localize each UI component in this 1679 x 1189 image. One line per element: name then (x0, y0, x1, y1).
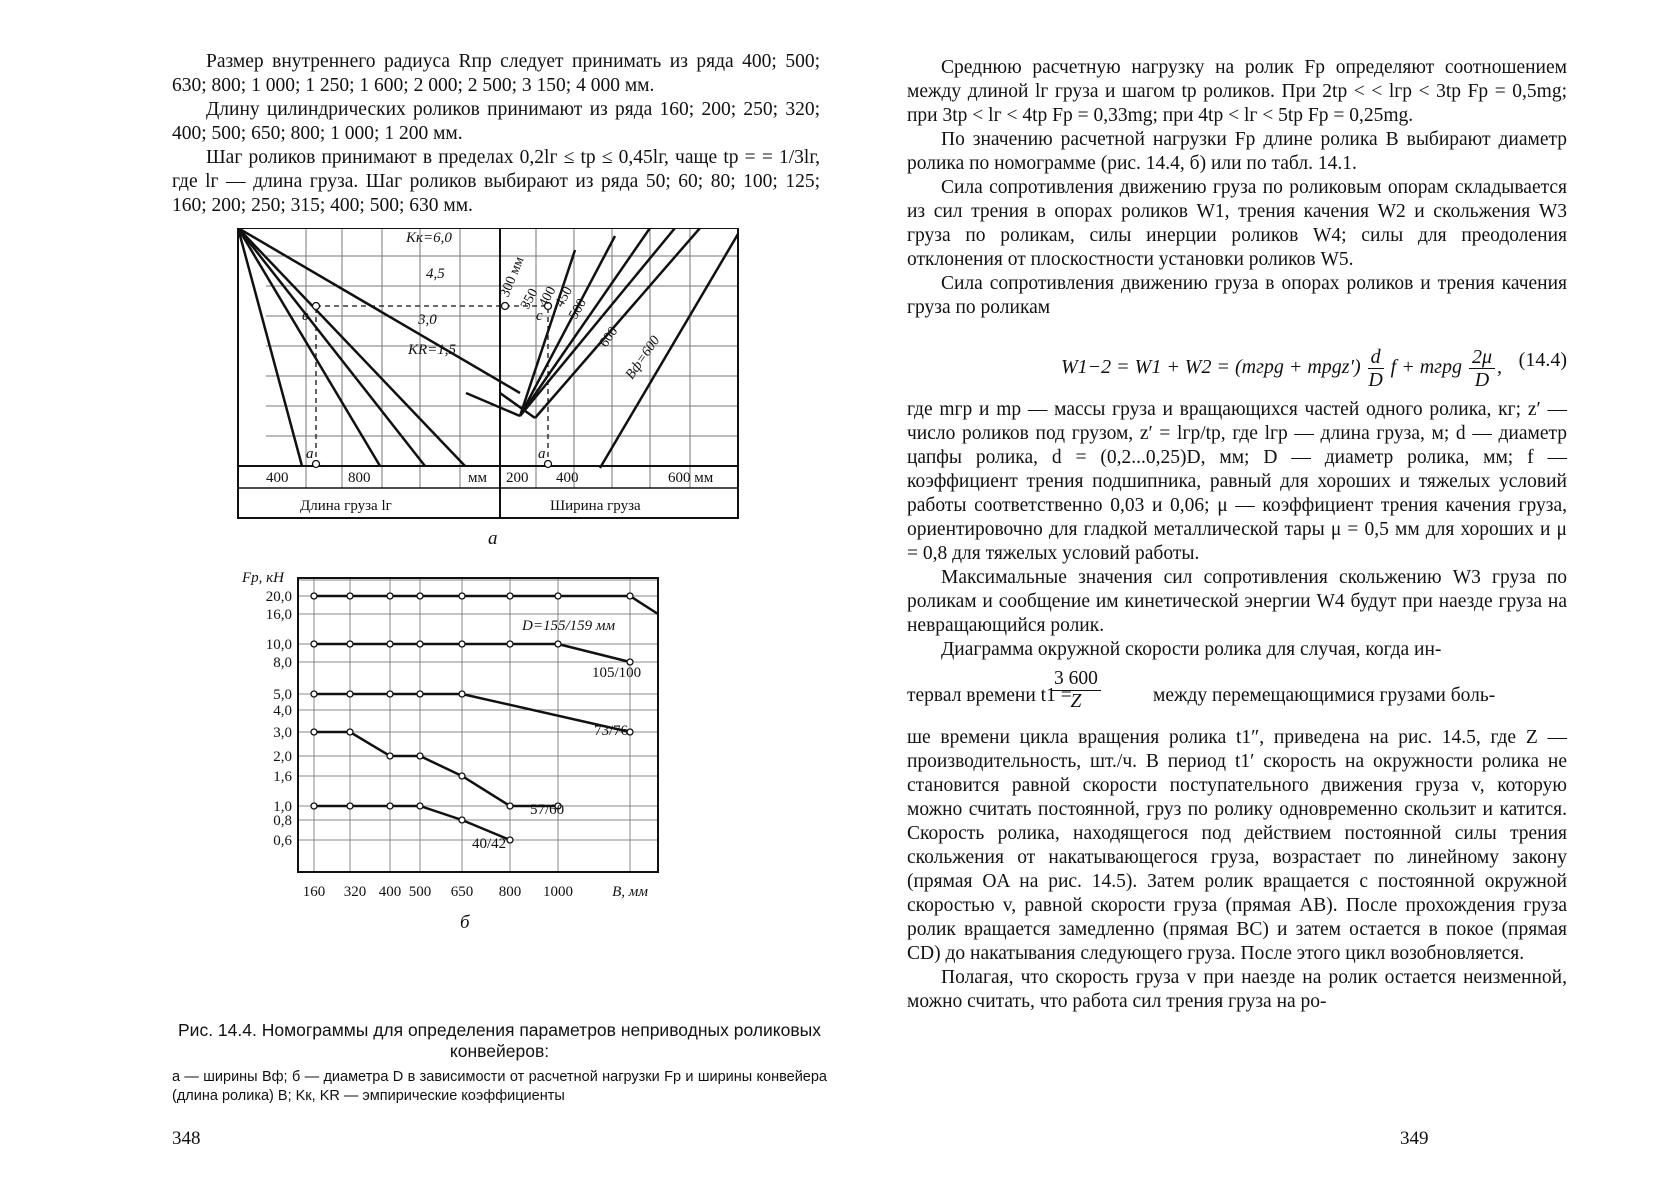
data-point (417, 593, 423, 599)
y-tick-label: 20,0 (265, 589, 292, 605)
series-line (314, 732, 558, 806)
data-point (459, 691, 465, 697)
k-label: Kк=6,0 (406, 230, 452, 246)
figure-letter-a: а (488, 528, 498, 549)
width-label: Bф=600 (622, 333, 664, 383)
width-label: 450 (552, 284, 576, 310)
x-tick-label: 500 (408, 884, 432, 900)
paragraph: Размер внутреннего радиуса Rпр следует принимать из ряда 400; 500; 630; 800; 1 000; 1 250; 1 600; 2 000; 2 500; 3 150; 4 000 мм. (172, 51, 820, 96)
series-label: D=155/159 мм (522, 618, 616, 634)
caption-title: Рис. 14.4. Номограммы для определения параметров неприводных роликовых конвейеров: (178, 1020, 821, 1061)
frac-num: 2μ (1469, 346, 1495, 369)
data-point (417, 803, 423, 809)
data-point (347, 641, 353, 647)
x-tick-label: 160 (302, 884, 326, 900)
interval-rest: между перемещающимися грузами боль- (1153, 685, 1496, 706)
frac-den: D (1474, 369, 1490, 391)
series-line (314, 596, 658, 614)
y-tick-label: 0,6 (273, 833, 292, 849)
y-tick-label: 16,0 (265, 607, 292, 623)
y-tick-label: 3,0 (273, 725, 292, 741)
page-number-right: 349 (1400, 1128, 1429, 1149)
data-point (387, 691, 393, 697)
x-tick: мм (468, 470, 487, 486)
data-point (387, 593, 393, 599)
paragraph: Полагая, что скорость груза v при наезде на ролик остается неизменной, можно считать, что работа сил трения груза на ро- (907, 967, 1567, 1012)
formula-fraction (1469, 346, 1495, 391)
y-axis-label: Fр, кН (242, 570, 285, 586)
series-label: 105/100 (592, 665, 642, 681)
data-point (311, 593, 317, 599)
series-label: 73/76 (594, 723, 629, 739)
formula-14-4 (907, 332, 1567, 390)
data-point (311, 641, 317, 647)
x-tick-label: 1000 (543, 884, 573, 900)
width-label: 300 мм (497, 254, 528, 300)
width-lines (466, 228, 738, 468)
data-point (311, 803, 317, 809)
construction-lines (316, 306, 548, 466)
k-label: 3,0 (418, 312, 437, 328)
y-tick-label: 8,0 (273, 655, 292, 671)
data-point (347, 691, 353, 697)
data-point (417, 691, 423, 697)
interval-label: тервал времени t1 = (907, 685, 1072, 706)
data-point (555, 641, 561, 647)
data-point (311, 729, 317, 735)
data-point (459, 773, 465, 779)
data-point (387, 753, 393, 759)
point-label: с (536, 308, 543, 324)
axis-label: Длина груза lг (300, 498, 392, 514)
figure-letter-b: б (460, 912, 470, 933)
data-point (417, 753, 423, 759)
paragraph: Максимальные значения сил сопротивления скольжению W3 груза по роликам и сообщение им кинетической энергии W4 будут при наезде груза на невращающийся ролик. (907, 567, 1567, 636)
figure-caption (172, 1020, 827, 1106)
x-tick: 400 (556, 470, 579, 486)
series-line (314, 644, 630, 662)
formula-number: (14.4) (1518, 349, 1567, 371)
data-point (417, 641, 423, 647)
caption-note: а — ширины Bф; б — диаметра D в зависимости от расчетной нагрузки Fр и ширины конвейера (длина ролика) B; Kк, KR — эмпирические коэффициенты (172, 1069, 827, 1104)
frac-num: 3 600 (1051, 668, 1101, 691)
data-point (507, 837, 513, 843)
data-point (507, 641, 513, 647)
nomogram-a (230, 228, 750, 568)
y-tick-label: 5,0 (273, 687, 292, 703)
width-label: 350 (518, 286, 542, 312)
page-number-left: 348 (172, 1128, 201, 1149)
paragraph: Среднюю расчетную нагрузку на ролик Fр определяют соотношением между длиной lг груза и шагом tр роликов. При 2tр < < lгр < 3tр Fр = 0,5mg; при 3tр < lг < 4tр Fр = 0,33mg; при 4tр < lг < 5tр Fр = 0,25mg. (907, 57, 1567, 126)
paragraph: По значению расчетной нагрузки Fр длине ролика B выбирают диаметр ролика по номограмме (рис. 14.4, б) или по табл. 14.1. (907, 129, 1567, 174)
paragraph: Сила сопротивления движению груза по роликовым опорам складывается из сил трения в опорах роликов W1, трения качения W2 и скольжения W3 груза по роликам, силы инерции роликов W4; силы для преодоления отклонения от плоскостности установки роликов W5. (907, 177, 1567, 270)
data-point (555, 593, 561, 599)
k-label: 4,5 (426, 266, 445, 282)
data-point (459, 593, 465, 599)
data-point (387, 641, 393, 647)
formula-fraction (1368, 346, 1384, 391)
x-tick-label: 400 (378, 884, 402, 900)
k-label: KR=1,5 (408, 342, 457, 358)
y-tick-label: 2,0 (273, 749, 292, 765)
paragraph: где mгр и mр — массы груза и вращающихся частей одного ролика, кг; z′ — число роликов под грузом, z′ = lгр/tр, где lгр — длина груза, м; d — диаметр цапфы ролика, d = (0,2...0,25)D, мм; D — диаметр ролика, мм; f — коэффициент трения подшипника, равный для хороших и тяжелых условий работы соответственно 0,03 и 0,06; μ — коэффициент трения качения груза, ориентировочно для гладкой металлической тары μ = 0,5 мм для хороших и μ = 0,8 для тяжелых условий работы. (907, 399, 1567, 564)
data-point (507, 803, 513, 809)
y-tick-label: 1,6 (273, 769, 292, 785)
right-text-column (907, 56, 1567, 1014)
data-point (459, 817, 465, 823)
y-tick-label: 1,0 (273, 799, 292, 815)
series-label: 57/60 (530, 802, 565, 818)
formula-tail: , (1497, 356, 1502, 379)
paragraph: Шаг роликов принимают в пределах 0,2lг ≤ tр ≤ 0,45lг, чаще tр = = 1/3lг, где lг — длина груза. Шаг роликов выбирают из ряда 50; 60; 80; 100; 125; 160; 200; 250; 315; 400; 500; 630 мм. (172, 147, 820, 216)
x-tick-label: B, мм (612, 884, 648, 900)
data-point (459, 641, 465, 647)
interval-formula (907, 668, 1567, 722)
x-tick-label: 320 (343, 884, 367, 900)
x-tick: 800 (348, 470, 371, 486)
left-text-column (172, 50, 820, 218)
series-line (314, 694, 630, 732)
data-point (387, 803, 393, 809)
width-label: 500 (566, 296, 590, 322)
data-point (347, 803, 353, 809)
series-line (314, 806, 510, 840)
interval-fraction (1051, 668, 1101, 713)
x-tick: 200 (506, 470, 529, 486)
y-tick-label: 10,0 (265, 637, 292, 653)
data-point (627, 593, 633, 599)
paragraph: Диаграмма окружной скорости ролика для случая, когда ин- (941, 639, 1442, 660)
paragraph: Длину цилиндрических роликов принимают из ряда 160; 200; 250; 320; 400; 500; 650; 800; 1 000; 1 200 мм. (172, 99, 820, 144)
formula-body (1061, 346, 1502, 391)
width-label: 400 (536, 284, 560, 310)
frac-den: D (1368, 369, 1383, 391)
data-point (507, 593, 513, 599)
frac-den: Z (1070, 691, 1082, 712)
x-tick-label: 650 (450, 884, 474, 900)
y-tick-label: 4,0 (273, 703, 292, 719)
paragraph: Сила сопротивления движению груза в опорах роликов и трения качения груза по роликам (907, 273, 1567, 318)
chart-b (240, 570, 710, 915)
formula-mid: f + mгрg (1390, 356, 1462, 379)
x-tick: 600 мм (668, 470, 714, 486)
x-tick: 400 (266, 470, 289, 486)
right-page (840, 0, 1679, 1189)
point-label: а (306, 446, 314, 462)
data-point (311, 691, 317, 697)
series-label: 40/42 (472, 836, 507, 852)
k-lines (238, 228, 520, 466)
y-tick-label: 0,8 (273, 813, 292, 829)
paragraph: ше времени цикла вращения ролика t1″, приведена на рис. 14.5, где Z — производительность, шт./ч. В период t1′ скорость на окружности ролика не становится равной скорости поступательного движения груза v, которую можно считать постоянной, груз по ролику одновременно скользит и катится. Скорость ролика, находящегося под действием постоянной силы трения скольжения от накатывающегося груза, возрастает по линейному закону (прямая OA на рис. 14.5). Затем ролик вращается с постоянной окружной скоростью v, равной скорости груза (прямая AB). После прохождения груза ролик вращается замедленно (прямая BC) и затем остается в покое (прямая CD) до накатывания следующего груза. После этого цикл возобновляется. (907, 727, 1567, 964)
frac-num: d (1368, 346, 1384, 369)
x-tick-label: 800 (498, 884, 522, 900)
width-label: 600 (596, 324, 622, 351)
point-label: в (302, 308, 309, 324)
data-point (347, 729, 353, 735)
data-point (347, 593, 353, 599)
point-label: а (538, 446, 546, 462)
formula-lhs: W1−2 = W1 + W2 = (mгрg + mрgz′) (1061, 356, 1361, 379)
axis-label: Ширина груза (550, 498, 641, 514)
